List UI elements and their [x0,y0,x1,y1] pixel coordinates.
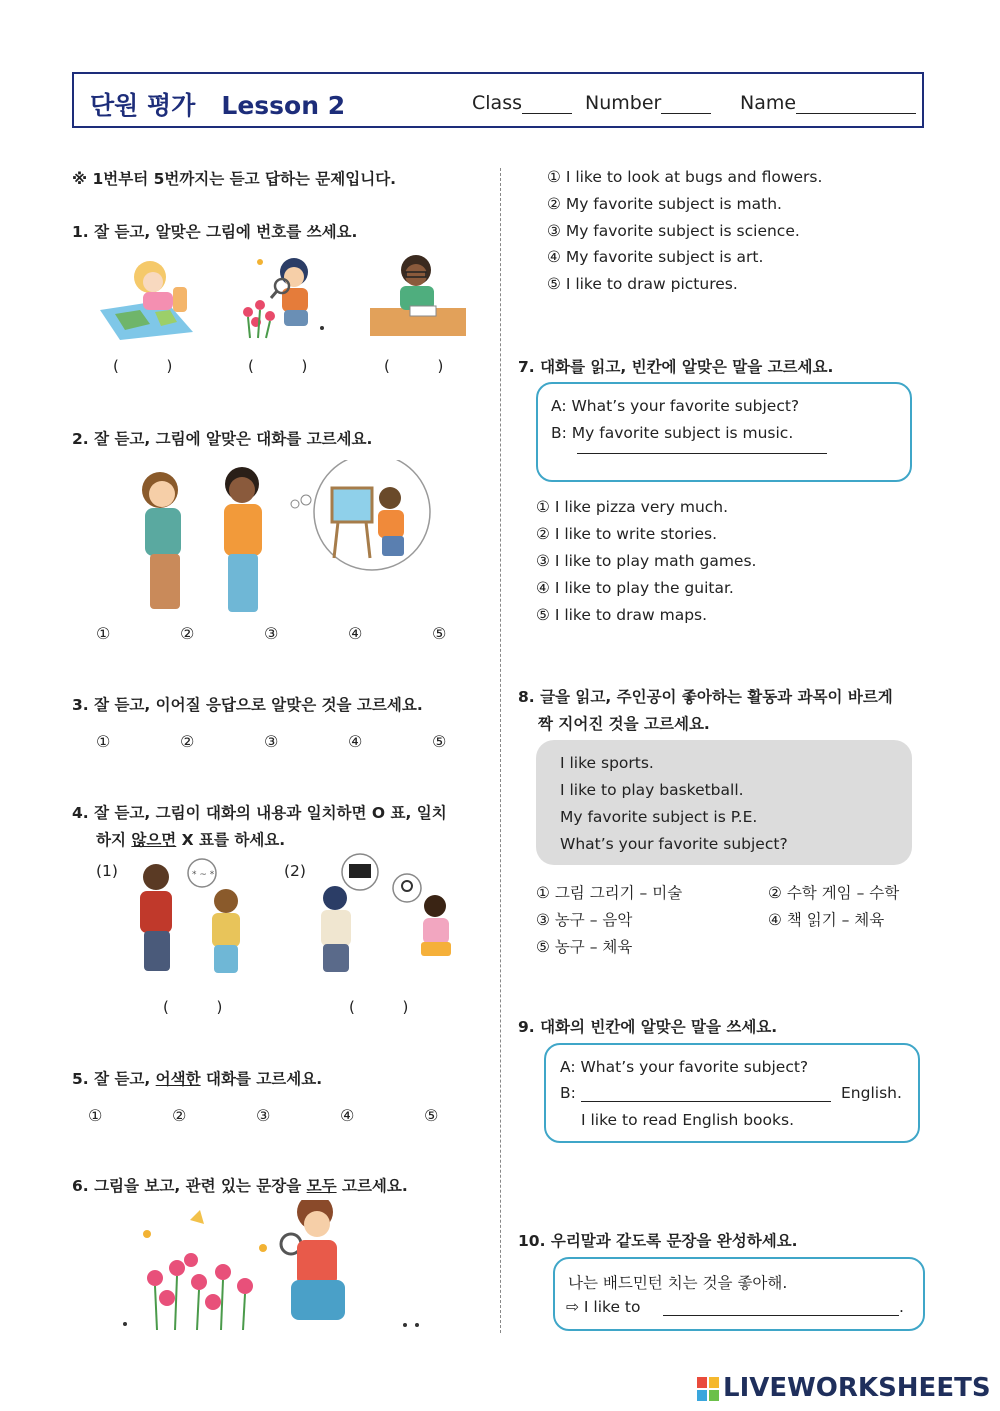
q10-blank[interactable] [663,1315,899,1316]
q5-underline: 어색한 [155,1070,201,1088]
q7-blank[interactable] [577,453,827,454]
q5-text: 5. 잘 듣고, 어색한 대화를 고르세요. [72,1070,323,1088]
q9-line-a: A: What’s your favorite subject? [560,1058,809,1076]
page-title: 단원 평가 Lesson 2 [90,91,346,120]
number-label: Number [585,92,662,114]
class-field [472,92,572,114]
boy-bugs-illustration [236,250,336,342]
q8-option-3[interactable]: ③ 농구 – 음악 [536,911,633,929]
q8-option-4[interactable]: ④ 책 읽기 – 체육 [768,911,885,929]
q8-passage-4: What’s your favorite subject? [560,835,788,853]
q1-answer-2[interactable]: ( ) [248,357,308,375]
q1-answer-1[interactable]: ( ) [113,357,173,375]
q6-option-4[interactable]: ④ My favorite subject is art. [547,248,764,266]
q7-option-4[interactable]: ④ I like to play the guitar. [536,579,734,597]
name-field [740,92,916,114]
q7-option-1[interactable]: ① I like pizza very much. [536,498,729,516]
q10-english-start: ⇨ I like to [566,1298,641,1316]
q7-line-a: A: What’s your favorite subject? [551,397,800,415]
q3-option-5[interactable]: ⑤ [432,732,447,751]
q4-label-1: (1) [96,862,118,880]
q4-answer-2[interactable]: ( ) [349,998,409,1016]
name-blank[interactable] [796,97,916,114]
girl-map-illustration [95,252,195,342]
q8-line1: 8. 글을 읽고, 주인공이 좋아하는 활동과 과목이 바르게 [518,688,893,706]
q6-text: 6. 그림을 보고, 관련 있는 문장을 모두 고르세요. [72,1177,408,1195]
q5-option-3[interactable]: ③ [256,1106,271,1125]
q9-line-b: B: [560,1084,576,1102]
q8-passage-3: My favorite subject is P.E. [560,808,758,826]
q5-option-4[interactable]: ④ [340,1106,355,1125]
kids-talking-illustration [120,460,440,620]
q3-text: 3. 잘 듣고, 이어질 응답으로 알맞은 것을 고르세요. [72,696,423,714]
q2-option-2[interactable]: ② [180,624,195,643]
q8-option-2[interactable]: ② 수학 게임 – 수학 [768,884,900,902]
q9-text: 9. 대화의 빈칸에 알맞은 말을 쓰세요. [518,1018,778,1036]
class-label: Class [472,92,522,114]
q10-period: . [899,1298,904,1316]
q3-option-4[interactable]: ④ [348,732,363,751]
q2-option-4[interactable]: ④ [348,624,363,643]
q6-option-2[interactable]: ② My favorite subject is math. [547,195,782,213]
q3-option-1[interactable]: ① [96,732,111,751]
q5-option-2[interactable]: ② [172,1106,187,1125]
q4-answer-1[interactable]: ( ) [163,998,223,1016]
q4-line1: 4. 잘 듣고, 그림이 대화의 내용과 일치하면 O 표, 일치 [72,804,447,822]
q10-text: 10. 우리말과 같도록 문장을 완성하세요. [518,1232,798,1250]
q1-text: 1. 잘 듣고, 알맞은 그림에 번호를 쓰세요. [72,223,358,241]
q6-option-5[interactable]: ⑤ I like to draw pictures. [547,275,738,293]
liveworksheets-logo[interactable]: LIVEWORKSHEETS [723,1373,991,1403]
q7-option-5[interactable]: ⑤ I like to draw maps. [536,606,708,624]
q5-option-5[interactable]: ⑤ [424,1106,439,1125]
q3-option-3[interactable]: ③ [264,732,279,751]
q2-text: 2. 잘 듣고, 그림에 알맞은 대화를 고르세요. [72,430,373,448]
q7-line-b: B: My favorite subject is music. [551,424,794,442]
q8-passage-1: I like sports. [560,754,654,772]
class-blank[interactable] [522,97,572,114]
number-field [585,92,711,114]
q7-option-2[interactable]: ② I like to write stories. [536,525,718,543]
q8-option-5[interactable]: ⑤ 농구 – 체육 [536,938,633,956]
q4-line2: 하지 않으면 X 표를 하세요. [96,831,286,849]
q3-option-2[interactable]: ② [180,732,195,751]
q6-underline: 모두 [306,1177,337,1195]
q9-line-c: I like to read English books. [581,1111,794,1129]
kids-bugs-talk-illustration [128,855,258,980]
q9-line-b-end: English. [841,1084,902,1102]
svg-text:* ~ *: * ~ * [192,870,215,880]
q2-option-5[interactable]: ⑤ [432,624,447,643]
q9-blank[interactable] [581,1101,831,1102]
q10-box [553,1257,925,1331]
q4-label-2: (2) [284,862,306,880]
q1-answer-3[interactable]: ( ) [384,357,444,375]
girl-flowers-illustration [95,1200,445,1335]
boy-reading-illustration [370,250,468,340]
kids-piano-illustration [305,848,465,978]
q2-option-3[interactable]: ③ [264,624,279,643]
q8-passage-2: I like to play basketball. [560,781,744,799]
q4-underline: 않으면 [131,831,177,849]
q8-line2: 짝 지어진 것을 고르세요. [538,715,710,733]
column-divider [500,168,501,1333]
liveworksheets-logo-icon [697,1377,719,1401]
q2-option-1[interactable]: ① [96,624,111,643]
number-blank[interactable] [661,97,711,114]
q5-option-1[interactable]: ① [88,1106,103,1125]
q6-option-3[interactable]: ③ My favorite subject is science. [547,222,800,240]
q10-korean: 나는 배드민턴 치는 것을 좋아해. [568,1274,788,1292]
q8-option-1[interactable]: ① 그림 그리기 – 미술 [536,884,683,902]
q7-option-3[interactable]: ③ I like to play math games. [536,552,757,570]
name-label: Name [740,92,797,114]
q7-text: 7. 대화를 읽고, 빈칸에 알맞은 말을 고르세요. [518,358,834,376]
listening-note: ※ 1번부터 5번까지는 듣고 답하는 문제입니다. [72,170,397,188]
q6-option-1[interactable]: ① I like to look at bugs and flowers. [547,168,823,186]
